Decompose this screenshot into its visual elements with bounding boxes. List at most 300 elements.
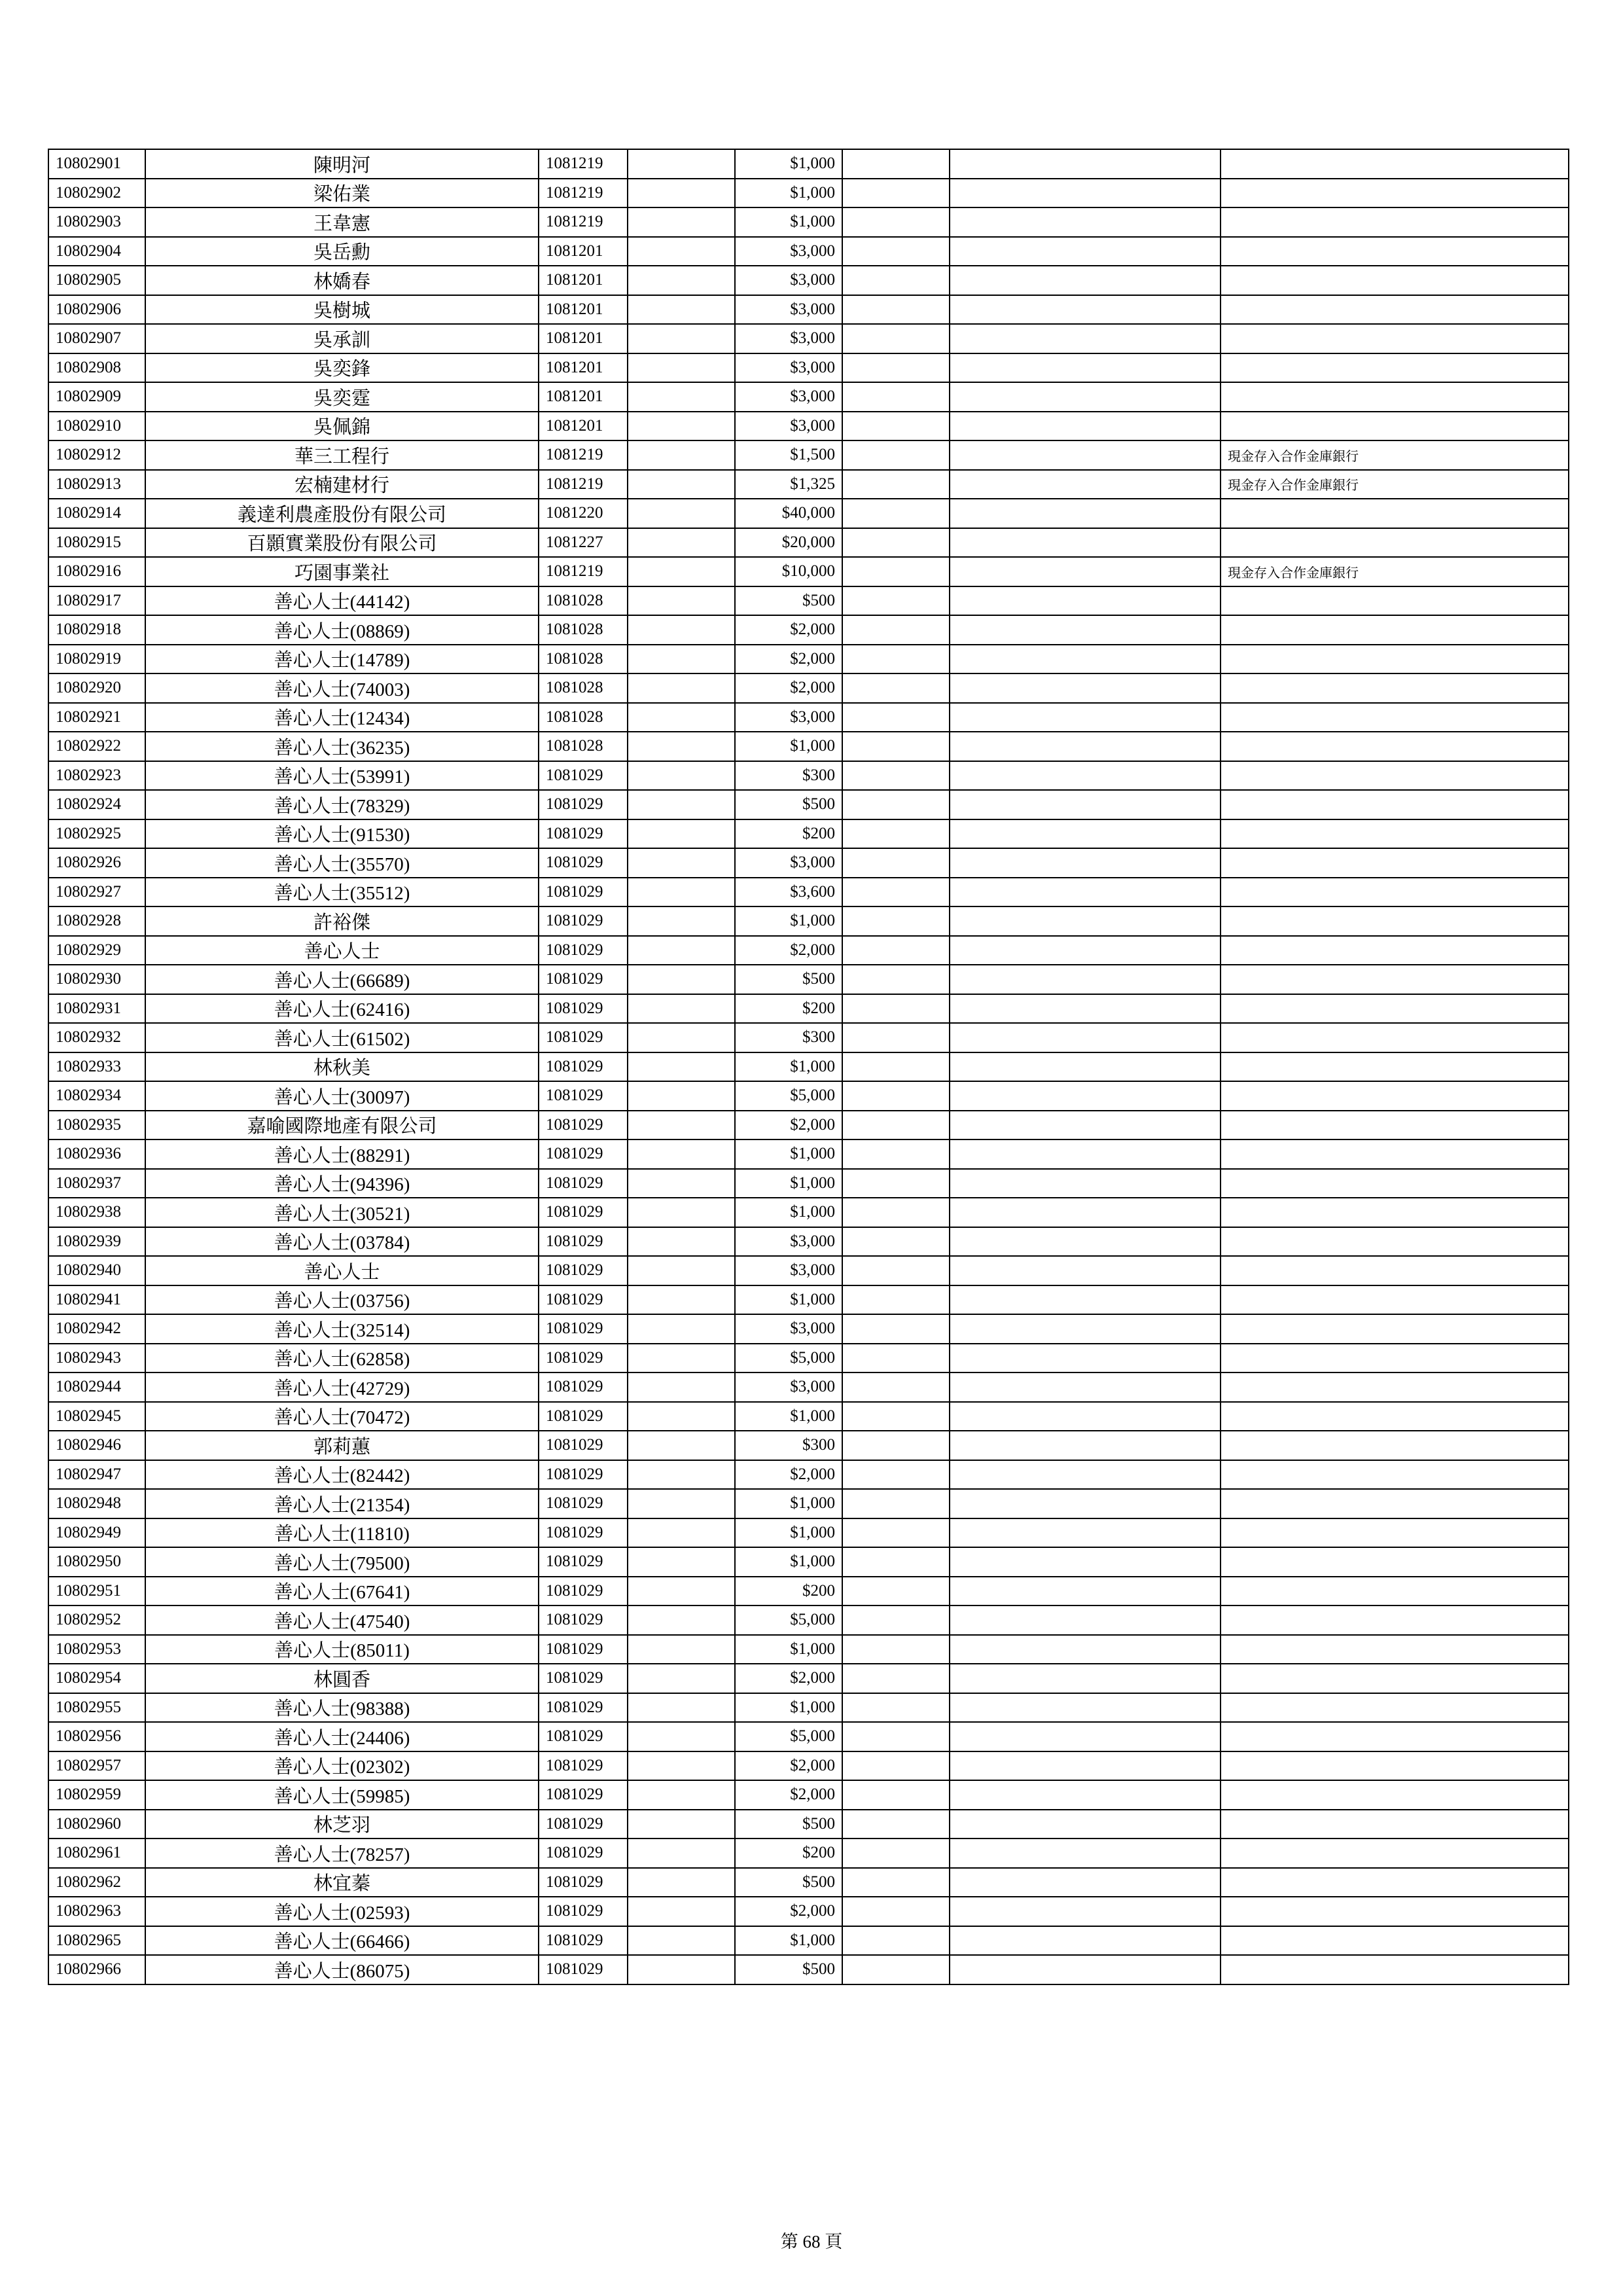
table-row bbox=[48, 1955, 1569, 1984]
blank-cell bbox=[950, 266, 1221, 295]
blank-cell bbox=[628, 353, 735, 383]
date-cell: 1081029 bbox=[539, 906, 628, 936]
table-row bbox=[48, 295, 1569, 325]
note-cell bbox=[1221, 1664, 1569, 1693]
note-cell bbox=[1221, 295, 1569, 325]
donor-name-cell: 善心人士(78257) bbox=[145, 1839, 539, 1868]
blank-cell bbox=[628, 848, 735, 878]
amount-cell: $3,000 bbox=[735, 412, 842, 441]
note-cell bbox=[1221, 353, 1569, 383]
receipt-number-cell: 10802940 bbox=[48, 1256, 145, 1285]
date-cell: 1081201 bbox=[539, 237, 628, 266]
note-cell bbox=[1221, 1227, 1569, 1257]
blank-cell bbox=[628, 149, 735, 179]
blank-cell bbox=[950, 1111, 1221, 1140]
note-cell bbox=[1221, 1052, 1569, 1082]
blank-cell bbox=[842, 1052, 950, 1082]
note-cell bbox=[1221, 1111, 1569, 1140]
blank-cell bbox=[628, 1722, 735, 1751]
blank-cell bbox=[628, 207, 735, 237]
blank-cell bbox=[842, 1693, 950, 1723]
note-cell bbox=[1221, 1605, 1569, 1635]
amount-cell: $5,000 bbox=[735, 1605, 842, 1635]
date-cell: 1081029 bbox=[539, 878, 628, 907]
table-row bbox=[48, 819, 1569, 849]
blank-cell bbox=[842, 645, 950, 674]
date-cell: 1081028 bbox=[539, 615, 628, 645]
blank-cell bbox=[950, 1839, 1221, 1868]
note-cell bbox=[1221, 1402, 1569, 1431]
note-cell bbox=[1221, 732, 1569, 761]
date-cell: 1081029 bbox=[539, 1023, 628, 1052]
page-number: 第 68 頁 bbox=[780, 2232, 843, 2251]
donor-name-cell: 百顥實業股份有限公司 bbox=[145, 528, 539, 558]
receipt-number-cell: 10802934 bbox=[48, 1081, 145, 1111]
note-cell bbox=[1221, 761, 1569, 791]
table-row bbox=[48, 557, 1569, 586]
date-cell: 1081201 bbox=[539, 266, 628, 295]
donor-name-cell: 林秋美 bbox=[145, 1052, 539, 1082]
table-row bbox=[48, 1605, 1569, 1635]
table-row bbox=[48, 1111, 1569, 1140]
donor-name-cell: 吳奕霆 bbox=[145, 382, 539, 412]
blank-cell bbox=[842, 761, 950, 791]
blank-cell bbox=[950, 1693, 1221, 1723]
receipt-number-cell: 10802914 bbox=[48, 499, 145, 528]
amount-cell: $200 bbox=[735, 1839, 842, 1868]
receipt-number-cell: 10802949 bbox=[48, 1518, 145, 1548]
donor-name-cell: 吳佩錦 bbox=[145, 412, 539, 441]
donor-name-cell: 善心人士(02302) bbox=[145, 1751, 539, 1781]
receipt-number-cell: 10802957 bbox=[48, 1751, 145, 1781]
amount-cell: $300 bbox=[735, 1431, 842, 1460]
blank-cell bbox=[842, 1839, 950, 1868]
blank-cell bbox=[628, 557, 735, 586]
date-cell: 1081029 bbox=[539, 790, 628, 819]
table-row bbox=[48, 1314, 1569, 1344]
amount-cell: $300 bbox=[735, 761, 842, 791]
note-cell bbox=[1221, 615, 1569, 645]
table-row bbox=[48, 1518, 1569, 1548]
amount-cell: $1,000 bbox=[735, 207, 842, 237]
receipt-number-cell: 10802903 bbox=[48, 207, 145, 237]
amount-cell: $20,000 bbox=[735, 528, 842, 558]
date-cell: 1081029 bbox=[539, 1314, 628, 1344]
receipt-number-cell: 10802961 bbox=[48, 1839, 145, 1868]
blank-cell bbox=[950, 790, 1221, 819]
table-row bbox=[48, 645, 1569, 674]
blank-cell bbox=[842, 528, 950, 558]
blank-cell bbox=[842, 295, 950, 325]
note-cell bbox=[1221, 1839, 1569, 1868]
blank-cell bbox=[842, 1547, 950, 1577]
blank-cell bbox=[950, 324, 1221, 353]
donation-ledger-sheet bbox=[48, 149, 1568, 1985]
amount-cell: $300 bbox=[735, 1023, 842, 1052]
blank-cell bbox=[950, 1256, 1221, 1285]
donor-name-cell: 善心人士(78329) bbox=[145, 790, 539, 819]
blank-cell bbox=[628, 179, 735, 208]
donor-name-cell: 林嬌春 bbox=[145, 266, 539, 295]
table-row bbox=[48, 1547, 1569, 1577]
blank-cell bbox=[950, 848, 1221, 878]
blank-cell bbox=[950, 1926, 1221, 1956]
receipt-number-cell: 10802946 bbox=[48, 1431, 145, 1460]
table-row bbox=[48, 1285, 1569, 1315]
date-cell: 1081029 bbox=[539, 1664, 628, 1693]
blank-cell bbox=[628, 1693, 735, 1723]
blank-cell bbox=[842, 1955, 950, 1984]
date-cell: 1081028 bbox=[539, 703, 628, 732]
table-row bbox=[48, 1198, 1569, 1227]
date-cell: 1081029 bbox=[539, 1256, 628, 1285]
amount-cell: $3,000 bbox=[735, 382, 842, 412]
date-cell: 1081029 bbox=[539, 1198, 628, 1227]
blank-cell bbox=[628, 1489, 735, 1518]
amount-cell: $3,000 bbox=[735, 295, 842, 325]
blank-cell bbox=[950, 586, 1221, 616]
date-cell: 1081029 bbox=[539, 1839, 628, 1868]
blank-cell bbox=[628, 1810, 735, 1839]
table-row bbox=[48, 1926, 1569, 1956]
blank-cell bbox=[950, 819, 1221, 849]
receipt-number-cell: 10802948 bbox=[48, 1489, 145, 1518]
note-cell bbox=[1221, 266, 1569, 295]
note-cell bbox=[1221, 878, 1569, 907]
blank-cell bbox=[950, 382, 1221, 412]
table-row bbox=[48, 237, 1569, 266]
blank-cell bbox=[628, 1198, 735, 1227]
note-cell bbox=[1221, 1897, 1569, 1926]
blank-cell bbox=[628, 1256, 735, 1285]
donor-name-cell: 善心人士(44142) bbox=[145, 586, 539, 616]
table-row bbox=[48, 353, 1569, 383]
blank-cell bbox=[628, 266, 735, 295]
blank-cell bbox=[842, 440, 950, 470]
note-cell bbox=[1221, 1780, 1569, 1810]
donor-name-cell: 善心人士(94396) bbox=[145, 1169, 539, 1198]
donor-name-cell: 善心人士(74003) bbox=[145, 673, 539, 703]
table-row bbox=[48, 207, 1569, 237]
blank-cell bbox=[628, 1635, 735, 1664]
donor-name-cell: 善心人士(03756) bbox=[145, 1285, 539, 1315]
amount-cell: $1,000 bbox=[735, 149, 842, 179]
blank-cell bbox=[628, 1227, 735, 1257]
blank-cell bbox=[950, 1577, 1221, 1606]
amount-cell: $500 bbox=[735, 1810, 842, 1839]
blank-cell bbox=[628, 1081, 735, 1111]
date-cell: 1081201 bbox=[539, 295, 628, 325]
blank-cell bbox=[628, 237, 735, 266]
blank-cell bbox=[950, 1722, 1221, 1751]
blank-cell bbox=[628, 1285, 735, 1315]
date-cell: 1081219 bbox=[539, 149, 628, 179]
receipt-number-cell: 10802927 bbox=[48, 878, 145, 907]
table-row bbox=[48, 1635, 1569, 1664]
donor-name-cell: 善心人士(79500) bbox=[145, 1547, 539, 1577]
donor-name-cell: 善心人士(32514) bbox=[145, 1314, 539, 1344]
blank-cell bbox=[950, 1810, 1221, 1839]
note-cell bbox=[1221, 1635, 1569, 1664]
blank-cell bbox=[628, 412, 735, 441]
date-cell: 1081201 bbox=[539, 382, 628, 412]
table-row bbox=[48, 965, 1569, 994]
amount-cell: $1,000 bbox=[735, 179, 842, 208]
date-cell: 1081029 bbox=[539, 1868, 628, 1897]
date-cell: 1081029 bbox=[539, 1751, 628, 1781]
date-cell: 1081029 bbox=[539, 1169, 628, 1198]
date-cell: 1081029 bbox=[539, 1285, 628, 1315]
blank-cell bbox=[950, 761, 1221, 791]
blank-cell bbox=[950, 1955, 1221, 1984]
table-row bbox=[48, 1431, 1569, 1460]
amount-cell: $1,000 bbox=[735, 1489, 842, 1518]
blank-cell bbox=[628, 1518, 735, 1548]
blank-cell bbox=[628, 878, 735, 907]
date-cell: 1081029 bbox=[539, 761, 628, 791]
receipt-number-cell: 10802915 bbox=[48, 528, 145, 558]
note-cell bbox=[1221, 149, 1569, 179]
receipt-number-cell: 10802916 bbox=[48, 557, 145, 586]
table-row bbox=[48, 906, 1569, 936]
table-row bbox=[48, 149, 1569, 179]
receipt-number-cell: 10802921 bbox=[48, 703, 145, 732]
table-row bbox=[48, 528, 1569, 558]
blank-cell bbox=[628, 470, 735, 499]
blank-cell bbox=[950, 149, 1221, 179]
blank-cell bbox=[950, 673, 1221, 703]
amount-cell: $2,000 bbox=[735, 673, 842, 703]
table-row bbox=[48, 1227, 1569, 1257]
receipt-number-cell: 10802913 bbox=[48, 470, 145, 499]
receipt-number-cell: 10802943 bbox=[48, 1344, 145, 1373]
blank-cell bbox=[842, 207, 950, 237]
date-cell: 1081029 bbox=[539, 1139, 628, 1169]
blank-cell bbox=[950, 1635, 1221, 1664]
blank-cell bbox=[842, 1344, 950, 1373]
date-cell: 1081028 bbox=[539, 645, 628, 674]
donor-name-cell: 善心人士(12434) bbox=[145, 703, 539, 732]
blank-cell bbox=[628, 1460, 735, 1490]
donor-name-cell: 嘉喻國際地產有限公司 bbox=[145, 1111, 539, 1140]
note-cell bbox=[1221, 1955, 1569, 1984]
note-cell bbox=[1221, 1169, 1569, 1198]
table-row bbox=[48, 1868, 1569, 1897]
blank-cell bbox=[950, 1518, 1221, 1548]
table-row bbox=[48, 1751, 1569, 1781]
donor-name-cell: 善心人士(36235) bbox=[145, 732, 539, 761]
table-row bbox=[48, 586, 1569, 616]
blank-cell bbox=[950, 353, 1221, 383]
receipt-number-cell: 10802908 bbox=[48, 353, 145, 383]
table-row bbox=[48, 1344, 1569, 1373]
blank-cell bbox=[842, 1489, 950, 1518]
donor-name-cell: 巧園事業社 bbox=[145, 557, 539, 586]
date-cell: 1081029 bbox=[539, 1460, 628, 1490]
date-cell: 1081029 bbox=[539, 1926, 628, 1956]
blank-cell bbox=[842, 1897, 950, 1926]
blank-cell bbox=[950, 1052, 1221, 1082]
date-cell: 1081227 bbox=[539, 528, 628, 558]
table-row bbox=[48, 703, 1569, 732]
blank-cell bbox=[842, 1664, 950, 1693]
receipt-number-cell: 10802939 bbox=[48, 1227, 145, 1257]
amount-cell: $2,000 bbox=[735, 1460, 842, 1490]
blank-cell bbox=[842, 586, 950, 616]
date-cell: 1081029 bbox=[539, 1955, 628, 1984]
receipt-number-cell: 10802918 bbox=[48, 615, 145, 645]
date-cell: 1081029 bbox=[539, 1577, 628, 1606]
note-cell bbox=[1221, 848, 1569, 878]
amount-cell: $1,500 bbox=[735, 440, 842, 470]
receipt-number-cell: 10802909 bbox=[48, 382, 145, 412]
date-cell: 1081029 bbox=[539, 1693, 628, 1723]
date-cell: 1081029 bbox=[539, 1635, 628, 1664]
amount-cell: $500 bbox=[735, 1955, 842, 1984]
blank-cell bbox=[950, 1198, 1221, 1227]
table-row bbox=[48, 440, 1569, 470]
receipt-number-cell: 10802902 bbox=[48, 179, 145, 208]
blank-cell bbox=[842, 1169, 950, 1198]
blank-cell bbox=[950, 645, 1221, 674]
blank-cell bbox=[950, 1314, 1221, 1344]
amount-cell: $5,000 bbox=[735, 1722, 842, 1751]
date-cell: 1081219 bbox=[539, 470, 628, 499]
donor-name-cell: 善心人士(98388) bbox=[145, 1693, 539, 1723]
blank-cell bbox=[628, 1139, 735, 1169]
amount-cell: $3,000 bbox=[735, 266, 842, 295]
blank-cell bbox=[628, 382, 735, 412]
blank-cell bbox=[950, 1489, 1221, 1518]
blank-cell bbox=[842, 703, 950, 732]
blank-cell bbox=[842, 324, 950, 353]
donor-name-cell: 善心人士 bbox=[145, 936, 539, 965]
donor-name-cell: 善心人士(11810) bbox=[145, 1518, 539, 1548]
note-cell bbox=[1221, 528, 1569, 558]
blank-cell bbox=[628, 1169, 735, 1198]
note-cell bbox=[1221, 645, 1569, 674]
blank-cell bbox=[842, 1605, 950, 1635]
date-cell: 1081029 bbox=[539, 848, 628, 878]
donation-ledger-table bbox=[48, 149, 1569, 1985]
amount-cell: $1,000 bbox=[735, 1169, 842, 1198]
blank-cell bbox=[950, 295, 1221, 325]
receipt-number-cell: 10802941 bbox=[48, 1285, 145, 1315]
note-cell bbox=[1221, 1547, 1569, 1577]
date-cell: 1081029 bbox=[539, 965, 628, 994]
donor-name-cell: 梁佑業 bbox=[145, 179, 539, 208]
amount-cell: $1,000 bbox=[735, 1635, 842, 1664]
donor-name-cell: 林芝羽 bbox=[145, 1810, 539, 1839]
note-cell: 現金存入合作金庫銀行 bbox=[1221, 440, 1569, 470]
date-cell: 1081219 bbox=[539, 207, 628, 237]
blank-cell bbox=[950, 1285, 1221, 1315]
blank-cell bbox=[842, 1314, 950, 1344]
date-cell: 1081029 bbox=[539, 1344, 628, 1373]
table-row bbox=[48, 1839, 1569, 1868]
receipt-number-cell: 10802910 bbox=[48, 412, 145, 441]
note-cell bbox=[1221, 1081, 1569, 1111]
date-cell: 1081029 bbox=[539, 1780, 628, 1810]
date-cell: 1081029 bbox=[539, 1402, 628, 1431]
blank-cell bbox=[628, 732, 735, 761]
blank-cell bbox=[950, 1780, 1221, 1810]
table-row bbox=[48, 1139, 1569, 1169]
blank-cell bbox=[842, 1111, 950, 1140]
table-row bbox=[48, 761, 1569, 791]
date-cell: 1081028 bbox=[539, 673, 628, 703]
receipt-number-cell: 10802951 bbox=[48, 1577, 145, 1606]
blank-cell bbox=[842, 1227, 950, 1257]
date-cell: 1081219 bbox=[539, 179, 628, 208]
table-row bbox=[48, 790, 1569, 819]
blank-cell bbox=[842, 936, 950, 965]
note-cell bbox=[1221, 382, 1569, 412]
blank-cell bbox=[842, 906, 950, 936]
date-cell: 1081028 bbox=[539, 732, 628, 761]
note-cell bbox=[1221, 237, 1569, 266]
blank-cell bbox=[628, 1314, 735, 1344]
donor-name-cell: 陳明河 bbox=[145, 149, 539, 179]
donor-name-cell: 郭莉蕙 bbox=[145, 1431, 539, 1460]
blank-cell bbox=[842, 1285, 950, 1315]
donor-name-cell: 宏楠建材行 bbox=[145, 470, 539, 499]
amount-cell: $3,000 bbox=[735, 1227, 842, 1257]
amount-cell: $2,000 bbox=[735, 645, 842, 674]
receipt-number-cell: 10802931 bbox=[48, 994, 145, 1024]
receipt-number-cell: 10802944 bbox=[48, 1372, 145, 1402]
date-cell: 1081029 bbox=[539, 1052, 628, 1082]
note-cell bbox=[1221, 1722, 1569, 1751]
blank-cell bbox=[628, 1868, 735, 1897]
amount-cell: $3,000 bbox=[735, 848, 842, 878]
amount-cell: $200 bbox=[735, 1577, 842, 1606]
blank-cell bbox=[628, 1605, 735, 1635]
donor-name-cell: 吳岳勳 bbox=[145, 237, 539, 266]
blank-cell bbox=[628, 1344, 735, 1373]
note-cell bbox=[1221, 1577, 1569, 1606]
blank-cell bbox=[950, 412, 1221, 441]
blank-cell bbox=[628, 1402, 735, 1431]
blank-cell bbox=[628, 994, 735, 1024]
blank-cell bbox=[628, 1897, 735, 1926]
donor-name-cell: 善心人士(14789) bbox=[145, 645, 539, 674]
blank-cell bbox=[950, 1547, 1221, 1577]
table-row bbox=[48, 412, 1569, 441]
donor-name-cell: 善心人士(47540) bbox=[145, 1605, 539, 1635]
note-cell bbox=[1221, 1023, 1569, 1052]
blank-cell bbox=[950, 1023, 1221, 1052]
receipt-number-cell: 10802956 bbox=[48, 1722, 145, 1751]
blank-cell bbox=[842, 878, 950, 907]
amount-cell: $1,000 bbox=[735, 1052, 842, 1082]
blank-cell bbox=[842, 1023, 950, 1052]
donor-name-cell: 善心人士(86075) bbox=[145, 1955, 539, 1984]
receipt-number-cell: 10802963 bbox=[48, 1897, 145, 1926]
blank-cell bbox=[950, 1664, 1221, 1693]
donor-name-cell: 吳樹城 bbox=[145, 295, 539, 325]
note-cell bbox=[1221, 906, 1569, 936]
donor-name-cell: 善心人士(02593) bbox=[145, 1897, 539, 1926]
note-cell bbox=[1221, 179, 1569, 208]
receipt-number-cell: 10802926 bbox=[48, 848, 145, 878]
amount-cell: $500 bbox=[735, 586, 842, 616]
donor-name-cell: 善心人士(30097) bbox=[145, 1081, 539, 1111]
blank-cell bbox=[950, 615, 1221, 645]
amount-cell: $500 bbox=[735, 790, 842, 819]
receipt-number-cell: 10802929 bbox=[48, 936, 145, 965]
blank-cell bbox=[842, 179, 950, 208]
